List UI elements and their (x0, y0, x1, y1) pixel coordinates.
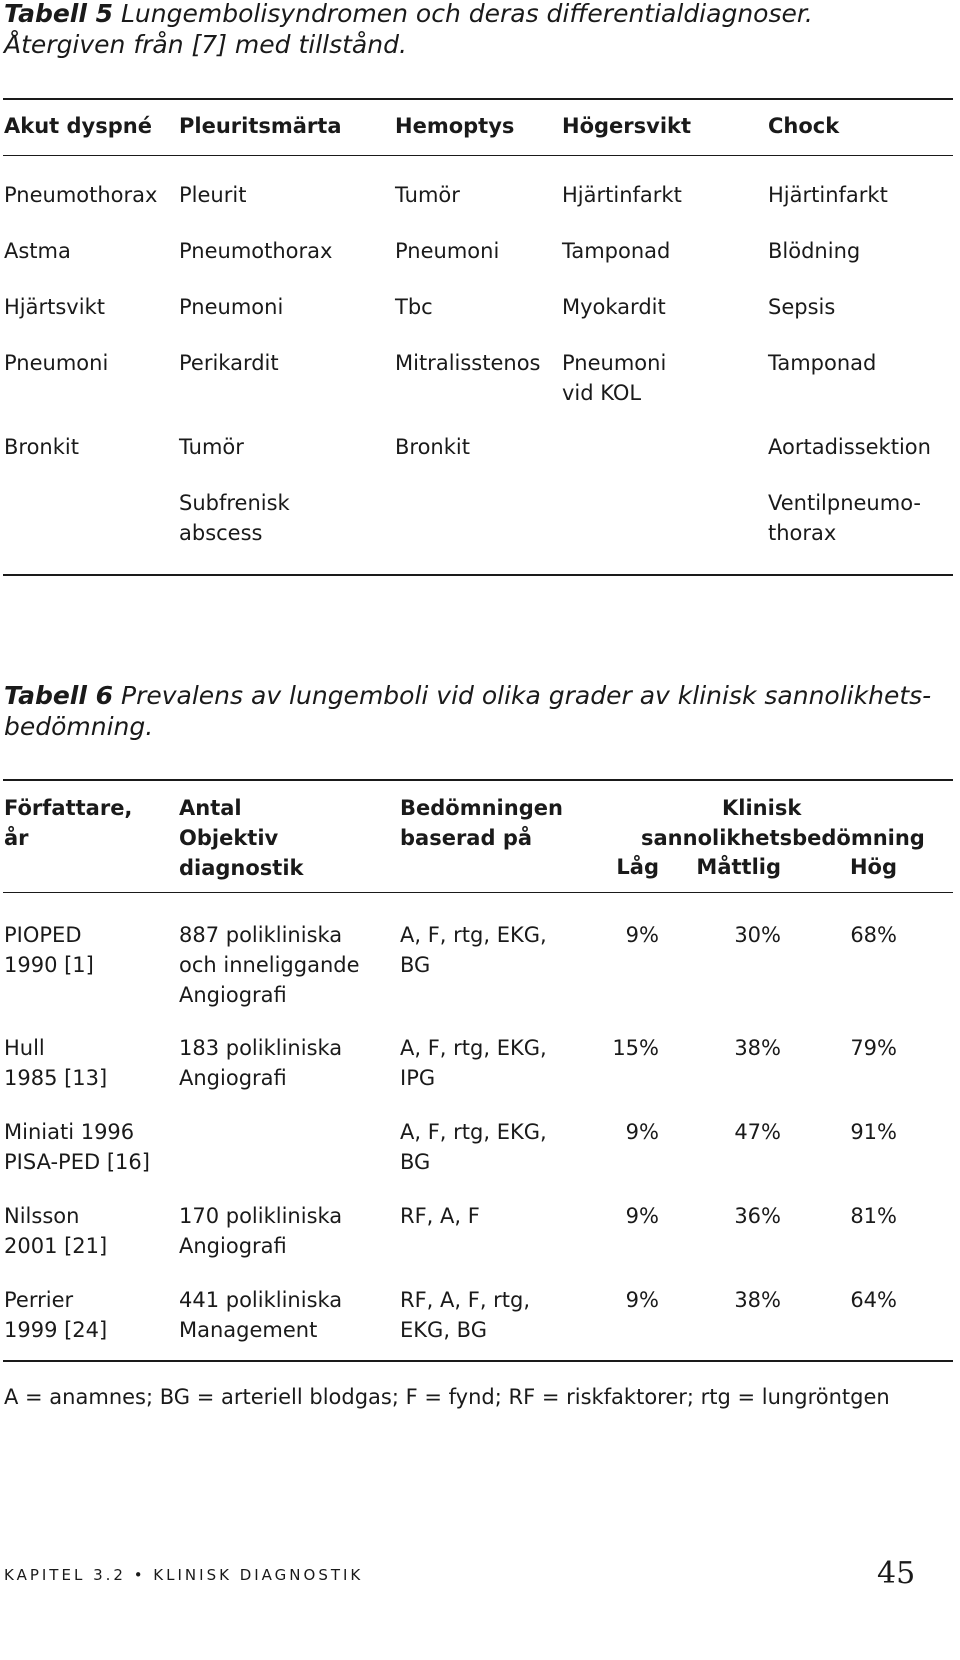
table-cell: Pneumoni (4, 351, 109, 375)
table-cell: 64% (850, 1288, 897, 1312)
table-cell: Aortadissektion (768, 435, 931, 459)
table6-caption-label: Tabell 6 (4, 681, 114, 710)
table5-header-cell: Chock (768, 114, 840, 138)
table-cell: Hjärtsvikt (4, 295, 105, 319)
table-cell: Tumör (179, 435, 244, 459)
table-cell: Sepsis (768, 295, 836, 319)
table-cell: 68% (850, 923, 897, 947)
table6-header-rule (3, 892, 953, 893)
table-cell: 183 polikliniska Angiografi (179, 1036, 343, 1090)
header-high: Hög (849, 855, 897, 879)
table5-caption (4, 0, 813, 60)
table-cell: A, F, rtg, EKG, IPG (400, 1036, 547, 1090)
table-cell: 887 polikliniska och inneliggande Angiografi (179, 923, 360, 1007)
table-cell: Perikardit (179, 351, 279, 375)
table5-caption-label: Tabell 5 (4, 0, 114, 28)
table-cell: PIOPED 1990 [1] (4, 923, 94, 977)
table5-header-rule (3, 155, 953, 156)
table-cell: Perrier 1999 [24] (4, 1288, 108, 1342)
table-cell: Miniati 1996 PISA-PED [16] (4, 1120, 150, 1174)
table-cell: Pneumothorax (179, 239, 333, 263)
table-cell: Astma (4, 239, 71, 263)
table-cell: 79% (850, 1036, 897, 1060)
header-clinical-line1: Klinisk (722, 796, 802, 820)
header-moderate: Måttlig (696, 855, 781, 879)
header-low: Låg (616, 855, 659, 879)
table-cell: 9% (625, 1120, 659, 1144)
table5-caption-text-line2: Återgiven från [7] med tillstånd. (4, 30, 407, 59)
table5-top-rule (3, 98, 953, 100)
table-cell: 38% (734, 1288, 781, 1312)
table-cell: Bronkit (4, 435, 79, 459)
table-cell: Pleurit (179, 183, 247, 207)
table5-header-cell: Hemoptys (395, 114, 515, 138)
table5-caption-text: Lungembolisyndromen och deras differentialdiagnoser. (121, 0, 813, 28)
header-clinical-line2: sannolikhetsbedömning (641, 826, 925, 850)
table-cell: 91% (850, 1120, 897, 1144)
table5-header-cell: Pleuritsmärta (179, 114, 342, 138)
chapter-footer: KAPITEL 3.2 • KLINISK DIAGNOSTIK (4, 1566, 364, 1584)
table6-bottom-rule (3, 1360, 953, 1362)
page-number: 45 (877, 1556, 916, 1591)
table6-caption-text: Prevalens av lungemboli vid olika grader av klinisk sannolikhets- (121, 681, 932, 710)
table-cell: Tamponad (768, 351, 877, 375)
table6-top-rule (3, 779, 953, 781)
table-cell: Bronkit (395, 435, 470, 459)
table6-caption (4, 680, 931, 742)
table-cell: Blödning (768, 239, 861, 263)
header-author: Författare, år (4, 796, 133, 850)
table-cell: 36% (734, 1204, 781, 1228)
table-cell: Tbc (395, 295, 433, 319)
table-cell: 81% (850, 1204, 897, 1228)
table-cell: 9% (625, 1204, 659, 1228)
table-cell: Hull 1985 [13] (4, 1036, 108, 1090)
table-cell: Pneumoni vid KOL (562, 351, 667, 405)
table-cell: 47% (734, 1120, 781, 1144)
table-cell: 9% (625, 1288, 659, 1312)
header-basis: Bedömningen baserad på (400, 796, 563, 850)
table-cell: Tamponad (562, 239, 671, 263)
table-cell: Ventilpneumo- thorax (768, 491, 922, 545)
table-cell: 9% (625, 923, 659, 947)
table5-header-cell: Akut dyspné (4, 114, 152, 138)
table-cell: 170 polikliniska Angiografi (179, 1204, 343, 1258)
table-cell: Nilsson 2001 [21] (4, 1204, 108, 1258)
table-cell: 441 polikliniska Management (179, 1288, 343, 1342)
table-cell: A, F, rtg, EKG, BG (400, 923, 547, 977)
table-cell: Myokardit (562, 295, 666, 319)
table-cell: Pneumoni (179, 295, 284, 319)
table-cell: 38% (734, 1036, 781, 1060)
table-cell: 15% (612, 1036, 659, 1060)
table6-footnote: A = anamnes; BG = arteriell blodgas; F = fynd; RF = riskfaktorer; rtg = lungröntgen (4, 1385, 890, 1409)
table-cell: Tumör (395, 183, 460, 207)
table-cell: Mitralisstenos (395, 351, 541, 375)
table-cell: RF, A, F, rtg, EKG, BG (400, 1288, 531, 1342)
table-cell: A, F, rtg, EKG, BG (400, 1120, 547, 1174)
table5-bottom-rule (3, 574, 953, 576)
table-cell: Pneumothorax (4, 183, 158, 207)
table-cell: Pneumoni (395, 239, 500, 263)
table6-caption-text-line2: bedömning. (4, 712, 154, 741)
table-cell: RF, A, F (400, 1204, 480, 1228)
table-cell: 30% (734, 923, 781, 947)
table5-header-cell: Högersvikt (562, 114, 692, 138)
table-cell: Hjärtinfarkt (768, 183, 888, 207)
table-cell: Subfrenisk abscess (179, 491, 290, 545)
header-count: Antal Objektiv diagnostik (179, 796, 304, 880)
table-cell: Hjärtinfarkt (562, 183, 682, 207)
